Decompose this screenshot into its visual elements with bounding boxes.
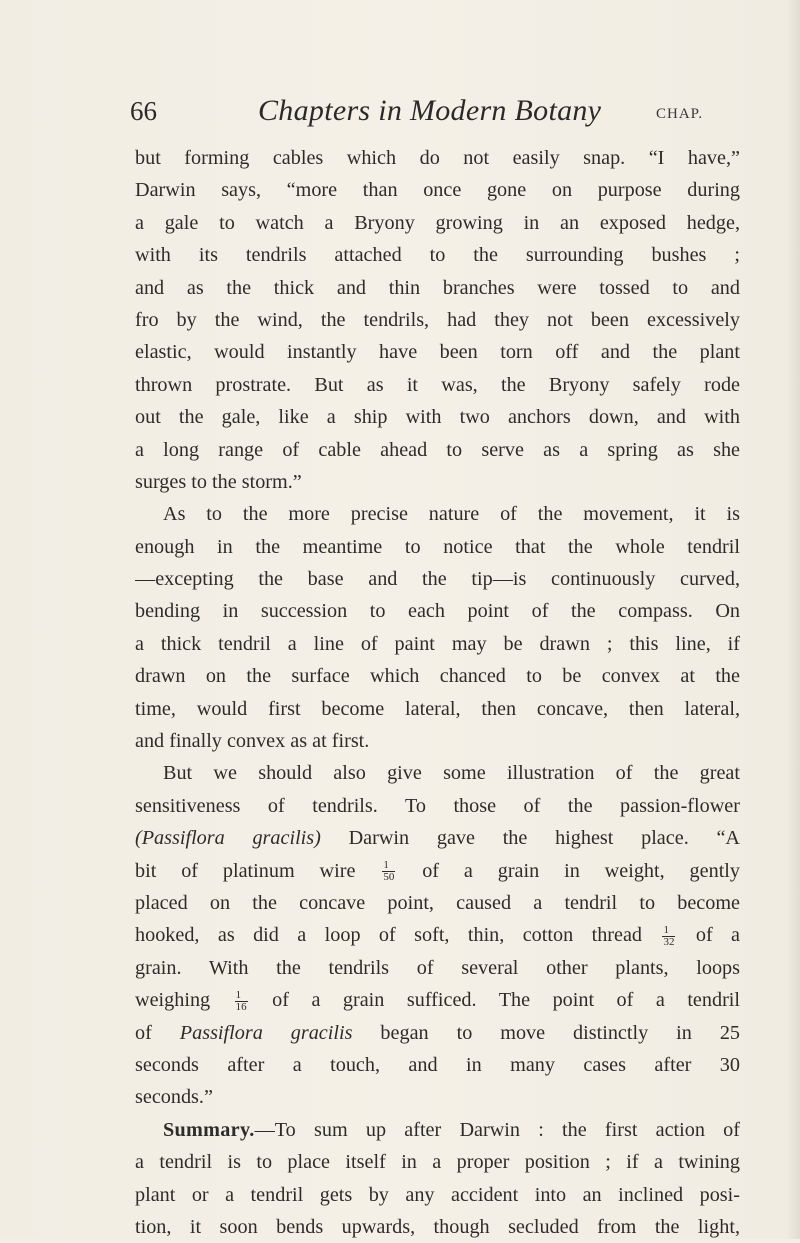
text-line: and finally convex as at first.: [135, 730, 370, 753]
running-head: [130, 96, 740, 130]
text-line: out the gale, like a ship with two anchors down, and with: [135, 406, 740, 429]
text-line: a gale to watch a Bryony growing in an exposed hedge,: [135, 211, 740, 234]
fraction: [382, 860, 395, 883]
text-line: —excepting the base and the tip—is continuously curved,: [135, 568, 740, 591]
text-line: and as the thick and thin branches were tossed to and: [135, 276, 740, 299]
text-line: sensitiveness of tendrils. To those of the passion-flower: [135, 794, 740, 817]
text-line: But we should also give some illustration of the great: [163, 762, 740, 785]
text-line: but forming cables which do not easily snap. “I have,”: [135, 147, 740, 169]
text-fragment: of: [135, 1021, 152, 1044]
text-line: a thick tendril a line of paint may be drawn ; this line, if: [135, 632, 740, 655]
text-fragment: began to move distinctly in 25: [380, 1021, 740, 1044]
text-line: As to the more precise nature of the movement, it is: [163, 503, 740, 526]
text-line: [135, 919, 740, 951]
text-line: [135, 822, 740, 854]
text-line: elastic, would instantly have been torn off and the plant: [135, 341, 740, 364]
fraction-denominator: 32: [663, 936, 675, 949]
text-fragment: weighing: [135, 989, 211, 1012]
text-line: grain. With the tendrils of several other plants, loops: [135, 956, 740, 979]
fraction: [235, 990, 248, 1013]
text-line: a tendril is to place itself in a proper position ; if a twining: [135, 1151, 740, 1174]
fraction-denominator: 16: [235, 1001, 247, 1014]
text-line: [135, 984, 740, 1016]
text-line: plant or a tendril gets by any accident into an inclined posi-: [135, 1183, 740, 1206]
text-line: placed on the concave point, caused a tendril to become: [135, 891, 740, 914]
text-line: Darwin says, “more than once gone on purpose during: [135, 179, 740, 202]
species-name: Passiflora gracilis: [179, 1021, 353, 1044]
summary-heading: Summary.: [163, 1118, 255, 1141]
text-fragment: Darwin gave the highest place. “A: [320, 827, 740, 850]
species-name: (Passiflora gracilis): [135, 827, 321, 850]
page-edge-shadow: [786, 0, 800, 1239]
chapter-label: CHAP.: [656, 106, 704, 122]
text-line: surges to the storm.”: [135, 470, 302, 493]
fraction-denominator: 50: [383, 871, 395, 884]
text-line: bending in succession to each point of the compass. On: [135, 600, 740, 623]
text-line: enough in the meantime to notice that the whole tendril: [135, 535, 740, 558]
body-text: [135, 142, 740, 1243]
text-fragment: —To sum up after Darwin : the first action of: [254, 1118, 740, 1141]
text-fragment: of a grain in weight, gently: [422, 859, 740, 882]
text-line: time, would first become lateral, then concave, then lateral,: [135, 697, 740, 720]
text-line: with its tendrils attached to the surrounding bushes ;: [135, 244, 740, 267]
fraction-numerator: 1: [382, 860, 395, 872]
fraction-numerator: 1: [662, 925, 675, 937]
text-line: drawn on the surface which chanced to be convex at the: [135, 665, 740, 688]
text-line: [135, 1114, 740, 1146]
fraction: [662, 925, 675, 948]
text-line: [135, 855, 740, 887]
text-line: seconds after a touch, and in many cases after 30: [135, 1053, 740, 1076]
text-line: fro by the wind, the tendrils, had they not been excessively: [135, 308, 740, 331]
fraction-numerator: 1: [235, 990, 248, 1002]
text-fragment: of a: [695, 924, 740, 947]
text-fragment: of a grain sufficed. The point of a tendril: [272, 989, 740, 1012]
text-fragment: hooked, as did a loop of soft, thin, cotton thread: [135, 924, 643, 947]
text-fragment: bit of platinum wire: [135, 859, 356, 882]
text-line: thrown prostrate. But as it was, the Bryony safely rode: [135, 373, 740, 396]
text-line: tion, it soon bends upwards, though secluded from the light,: [135, 1215, 740, 1238]
text-line: seconds.”: [135, 1086, 213, 1109]
book-title: Chapters in Modern Botany: [258, 94, 602, 127]
text-line: a long range of cable ahead to serve as a spring as she: [135, 438, 740, 461]
page-number: 66: [130, 96, 157, 126]
text-line: [135, 1017, 740, 1049]
